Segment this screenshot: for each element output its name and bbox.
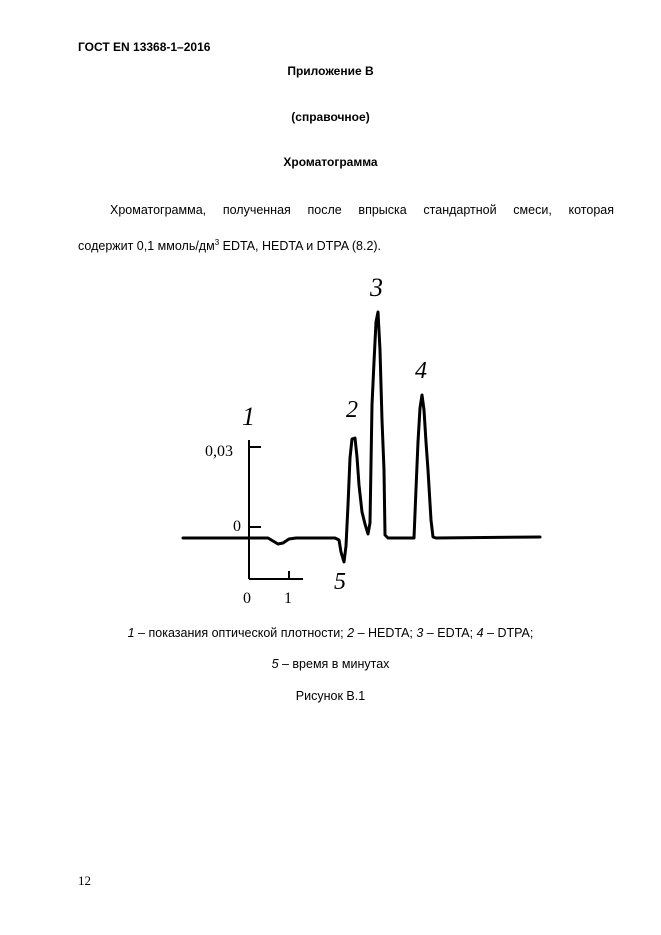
figure-caption-line-1	[0, 626, 661, 640]
appendix-type: (справочное)	[291, 110, 370, 124]
caption-num-4: 4	[476, 626, 484, 640]
figure-label: Рисунок В.1	[295, 689, 366, 703]
callout-5: 5	[334, 569, 346, 595]
callout-2: 2	[346, 397, 358, 423]
figure-caption-line-2	[0, 657, 661, 671]
x-tick-label-1: 1	[284, 590, 292, 607]
paragraph-line-1: Хроматограмма, полученная после впрыска стандартной смеси, которая	[110, 203, 614, 217]
y-tick-label-0: 0	[233, 518, 241, 535]
caption-text-4: – DTPA;	[483, 626, 534, 640]
page-number: 12	[78, 873, 91, 888]
caption-text-5: – время в минутах	[278, 657, 390, 671]
callout-3: 3	[370, 273, 383, 302]
appendix-title: Приложение В	[287, 64, 374, 78]
paragraph-line-2-prefix: содержит 0,1 ммоль/дм	[78, 239, 215, 254]
caption-num-1: 1	[127, 626, 135, 640]
caption-num-5: 5	[271, 657, 279, 671]
y-tick-label-003: 0,03	[205, 443, 233, 460]
caption-text-3: – EDTA;	[423, 626, 477, 640]
callout-1: 1	[242, 402, 255, 431]
callout-4: 4	[415, 358, 427, 384]
caption-num-2: 2	[347, 626, 355, 640]
appendix-heading: Хроматограмма	[283, 155, 378, 169]
x-tick-label-0: 0	[243, 590, 251, 607]
caption-num-3: 3	[416, 626, 424, 640]
paragraph-superscript: 3	[214, 238, 220, 247]
caption-text-1: – показания оптической плотности;	[134, 626, 348, 640]
paragraph-line-2-suffix: EDTA, HEDTA и DTPA (8.2).	[219, 239, 382, 254]
caption-text-2: – HEDTA;	[354, 626, 417, 640]
document-standard-code: ГОСТ EN 13368-1–2016	[78, 40, 211, 54]
